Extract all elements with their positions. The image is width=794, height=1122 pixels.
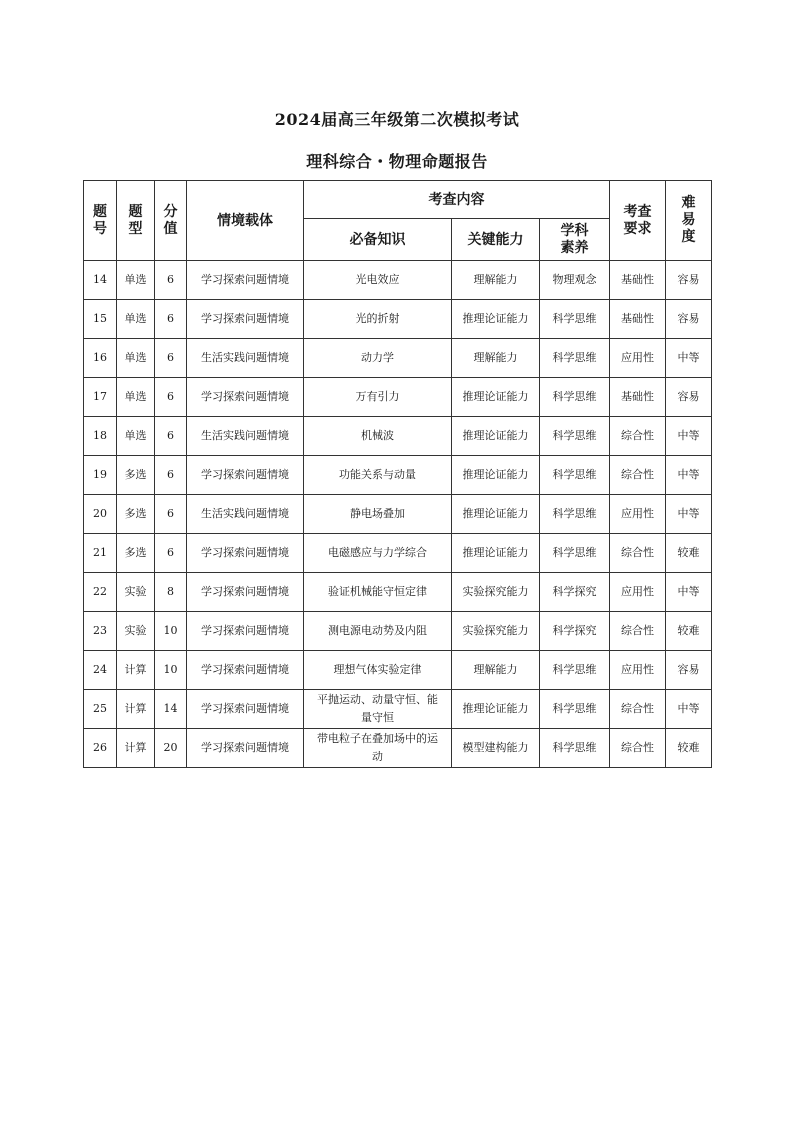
cell-type: 单选 [117, 261, 155, 300]
header-content-group: 考查内容 [304, 181, 610, 219]
cell-ability: 推理论证能力 [452, 417, 540, 456]
cell-number: 16 [84, 339, 117, 378]
table-row [84, 495, 712, 534]
cell-type: 单选 [117, 417, 155, 456]
cell-ability: 推理论证能力 [452, 495, 540, 534]
cell-knowledge: 带电粒子在叠加场中的运动 [304, 729, 452, 768]
cell-knowledge: 万有引力 [304, 378, 452, 417]
cell-type: 多选 [117, 456, 155, 495]
cell-literacy: 科学思维 [540, 378, 610, 417]
cell-difficulty: 中等 [666, 417, 712, 456]
cell-literacy: 科学思维 [540, 417, 610, 456]
cell-knowledge: 平抛运动、动量守恒、能量守恒 [304, 690, 452, 729]
cell-ability: 理解能力 [452, 339, 540, 378]
cell-context: 生活实践问题情境 [187, 495, 304, 534]
cell-requirement: 基础性 [610, 378, 666, 417]
cell-number: 26 [84, 729, 117, 768]
cell-type: 实验 [117, 573, 155, 612]
cell-context: 学习探索问题情境 [187, 261, 304, 300]
cell-score: 6 [155, 495, 187, 534]
cell-difficulty: 中等 [666, 495, 712, 534]
cell-literacy: 科学思维 [540, 651, 610, 690]
cell-requirement: 基础性 [610, 300, 666, 339]
cell-context: 学习探索问题情境 [187, 300, 304, 339]
cell-score: 6 [155, 534, 187, 573]
cell-literacy: 科学思维 [540, 300, 610, 339]
header-type: 题型 [117, 181, 155, 261]
table-row [84, 339, 712, 378]
cell-difficulty: 容易 [666, 651, 712, 690]
table-header-row [84, 181, 712, 219]
cell-requirement: 综合性 [610, 690, 666, 729]
cell-knowledge: 验证机械能守恒定律 [304, 573, 452, 612]
cell-knowledge: 静电场叠加 [304, 495, 452, 534]
cell-ability: 实验探究能力 [452, 573, 540, 612]
cell-score: 14 [155, 690, 187, 729]
cell-score: 6 [155, 456, 187, 495]
cell-literacy: 科学探究 [540, 612, 610, 651]
table-row [84, 573, 712, 612]
table-row [84, 612, 712, 651]
cell-requirement: 综合性 [610, 417, 666, 456]
cell-type: 实验 [117, 612, 155, 651]
cell-ability: 推理论证能力 [452, 300, 540, 339]
cell-difficulty: 中等 [666, 573, 712, 612]
cell-number: 17 [84, 378, 117, 417]
cell-context: 学习探索问题情境 [187, 612, 304, 651]
cell-literacy: 科学思维 [540, 495, 610, 534]
cell-score: 6 [155, 417, 187, 456]
header-score: 分值 [155, 181, 187, 261]
cell-number: 19 [84, 456, 117, 495]
cell-literacy: 物理观念 [540, 261, 610, 300]
cell-type: 计算 [117, 651, 155, 690]
cell-score: 10 [155, 651, 187, 690]
cell-context: 学习探索问题情境 [187, 378, 304, 417]
cell-score: 8 [155, 573, 187, 612]
cell-knowledge: 电磁感应与力学综合 [304, 534, 452, 573]
cell-number: 18 [84, 417, 117, 456]
cell-context: 生活实践问题情境 [187, 339, 304, 378]
table-row [84, 729, 712, 768]
cell-ability: 推理论证能力 [452, 534, 540, 573]
table-row [84, 378, 712, 417]
cell-literacy: 科学思维 [540, 456, 610, 495]
cell-difficulty: 较难 [666, 612, 712, 651]
cell-number: 25 [84, 690, 117, 729]
cell-requirement: 综合性 [610, 534, 666, 573]
cell-literacy: 科学思维 [540, 690, 610, 729]
cell-score: 6 [155, 261, 187, 300]
header-number: 题号 [84, 181, 117, 261]
cell-ability: 推理论证能力 [452, 456, 540, 495]
header-ability: 关键能力 [452, 219, 540, 261]
header-knowledge: 必备知识 [304, 219, 452, 261]
cell-requirement: 应用性 [610, 339, 666, 378]
cell-context: 学习探索问题情境 [187, 651, 304, 690]
table-row [84, 300, 712, 339]
cell-ability: 模型建构能力 [452, 729, 540, 768]
cell-number: 21 [84, 534, 117, 573]
cell-requirement: 应用性 [610, 651, 666, 690]
cell-requirement: 应用性 [610, 495, 666, 534]
cell-literacy: 科学思维 [540, 339, 610, 378]
cell-type: 计算 [117, 729, 155, 768]
cell-type: 单选 [117, 378, 155, 417]
cell-requirement: 综合性 [610, 729, 666, 768]
cell-difficulty: 中等 [666, 690, 712, 729]
cell-type: 单选 [117, 300, 155, 339]
cell-ability: 推理论证能力 [452, 378, 540, 417]
cell-literacy: 科学思维 [540, 729, 610, 768]
cell-score: 6 [155, 339, 187, 378]
cell-difficulty: 中等 [666, 339, 712, 378]
cell-score: 6 [155, 300, 187, 339]
header-requirement: 考查要求 [610, 181, 666, 261]
cell-number: 15 [84, 300, 117, 339]
cell-type: 多选 [117, 534, 155, 573]
cell-score: 10 [155, 612, 187, 651]
cell-ability: 实验探究能力 [452, 612, 540, 651]
cell-requirement: 综合性 [610, 456, 666, 495]
cell-difficulty: 容易 [666, 300, 712, 339]
cell-difficulty: 较难 [666, 534, 712, 573]
header-literacy: 学科素养 [540, 219, 610, 261]
cell-knowledge: 功能关系与动量 [304, 456, 452, 495]
table-row [84, 651, 712, 690]
cell-knowledge: 动力学 [304, 339, 452, 378]
cell-score: 20 [155, 729, 187, 768]
cell-literacy: 科学探究 [540, 573, 610, 612]
cell-literacy: 科学思维 [540, 534, 610, 573]
header-difficulty: 难易度 [666, 181, 712, 261]
cell-requirement: 综合性 [610, 612, 666, 651]
cell-difficulty: 容易 [666, 378, 712, 417]
table-row [84, 456, 712, 495]
cell-context: 学习探索问题情境 [187, 534, 304, 573]
cell-requirement: 应用性 [610, 573, 666, 612]
cell-context: 学习探索问题情境 [187, 456, 304, 495]
cell-score: 6 [155, 378, 187, 417]
cell-type: 多选 [117, 495, 155, 534]
cell-context: 学习探索问题情境 [187, 729, 304, 768]
cell-ability: 理解能力 [452, 261, 540, 300]
cell-number: 14 [84, 261, 117, 300]
cell-requirement: 基础性 [610, 261, 666, 300]
cell-number: 20 [84, 495, 117, 534]
cell-knowledge: 机械波 [304, 417, 452, 456]
cell-knowledge: 理想气体实验定律 [304, 651, 452, 690]
cell-context: 学习探索问题情境 [187, 573, 304, 612]
cell-difficulty: 容易 [666, 261, 712, 300]
document-title: 2024届高三年级第二次模拟考试 [274, 110, 520, 129]
cell-knowledge: 光的折射 [304, 300, 452, 339]
cell-context: 学习探索问题情境 [187, 690, 304, 729]
cell-difficulty: 较难 [666, 729, 712, 768]
cell-ability: 理解能力 [452, 651, 540, 690]
cell-type: 计算 [117, 690, 155, 729]
table-row [84, 534, 712, 573]
cell-difficulty: 中等 [666, 456, 712, 495]
cell-number: 23 [84, 612, 117, 651]
table-row [84, 690, 712, 729]
cell-knowledge: 光电效应 [304, 261, 452, 300]
cell-number: 24 [84, 651, 117, 690]
cell-number: 22 [84, 573, 117, 612]
cell-knowledge: 测电源电动势及内阻 [304, 612, 452, 651]
cell-type: 单选 [117, 339, 155, 378]
cell-context: 生活实践问题情境 [187, 417, 304, 456]
table-row [84, 261, 712, 300]
table-row [84, 417, 712, 456]
document-subtitle: 理科综合・物理命题报告 [306, 152, 488, 171]
cell-ability: 推理论证能力 [452, 690, 540, 729]
header-context: 情境载体 [187, 181, 304, 261]
exam-report-table [83, 180, 712, 768]
